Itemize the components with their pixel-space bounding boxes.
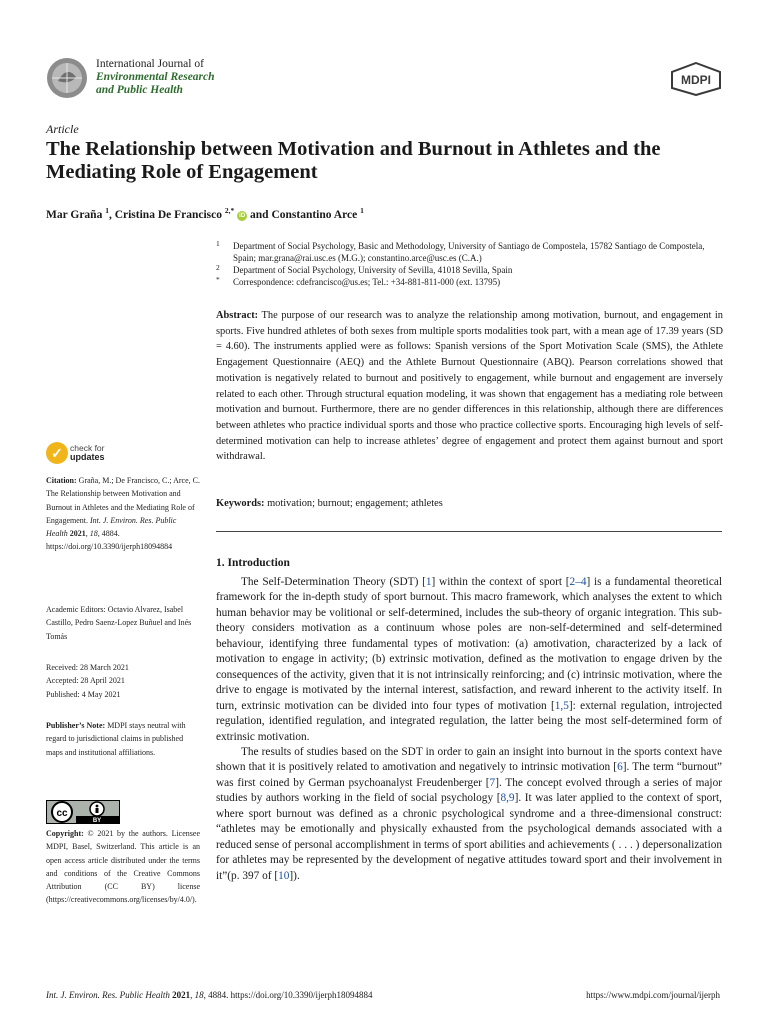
author-name[interactable]: Cristina De Francisco [114,208,223,221]
paragraph-text: ]. The term “burnout” was first coined by German psychoanalyst Freudenberger [ [216,761,722,789]
footer-year: 2021 [172,990,191,1000]
author-separator: , [108,208,115,221]
citation-doi[interactable]: , 4884. https://doi.org/10.3390/ijerph18094884 [46,529,173,552]
journal-name [96,58,215,97]
date-accepted: Accepted: 28 April 2021 [46,676,125,686]
publisher-note-label: Publisher’s Note: [46,721,106,730]
affiliation-text: Department of Social Psychology, Basic and Methodology, University of Santiago de Compostela, 15782 Santiago de Compostela, Spain; mar.grana@rai.usc.es (M.G.); constantino.arce@usc.es (C.A.) [233,241,705,263]
section-heading: 1. Introduction [216,557,290,569]
section-divider [216,531,722,532]
journal-name-line1: International Journal of [96,58,204,70]
journal-name-line2: Environmental Research [96,71,215,83]
paragraph-text: ] within the context of sport [ [431,576,570,588]
citation-link[interactable]: 10 [278,869,290,882]
author-affil-mark: 2,* [224,206,235,215]
citation-block: Citation: Graña, M.; De Francisco, C.; Arce, C. The Relationship between Motivation and Burnout in Athletes and the Mediating Role of Engagement. Int. J. Environ. Res. Public Health 2021, 18, 4884. https://doi.org/10.3390/ijerph18094884 [46,476,200,552]
publication-dates [46,661,200,701]
orcid-icon[interactable]: iD [239,212,246,219]
abstract-text: The purpose of our research was to analyze the relationship among motivation, burnout, and engagement in sports. Five hundred athletes of both sexes from multiple sports modalities took part, with a mean age of 17.39 years (SD = 4.60). The instruments applied were as follows: Spanish versions of the Sport Motivation Scale (SMS), the Athlete Engagement Questionnaire (AEQ) and the Athlete Burnout Questionnaire (ABQ). Pearson correlations showed that motivation is negatively related to burnout and positively to engagement, while burnout and engagement are inversely related to each other. Through structural equation modeling, it was shown that engagement has a mediating role between motivation and burnout. Furthermore, there are no gender differences in this relationship, although there are differences between athletes who practice individual sports and those who practice collective sports. Encouraging high levels of self-determined motivation can help to increase athletes’ degree of engagement and protect them against burnout and sport withdrawal. [216,310,723,463]
paragraph-text: ]. It was later applied to the context of sport, where sport burnout was defined as a chronic psychological syndrome and a three-dimensional construct: “athletes may be emotionally and physically exhausted from the psychological demands associated with a reduced sense of personal accomplishment in terms of sport abilities and achievements ( . . . ) depersonalization for athletes may be represented by the development of negative attitudes toward sport and their involvement in it”(p. 397 of [ [216,792,722,882]
author-separator: and [250,208,272,221]
paragraph [216,575,722,745]
svg-text:cc: cc [56,808,68,819]
abstract [216,308,723,465]
copyright-notice [46,827,200,907]
author-name[interactable]: Mar Graña [46,208,103,221]
mdpi-logo [670,62,722,96]
section-body [216,575,722,884]
affiliation-item [216,240,726,264]
check-for-updates-button[interactable] [70,444,105,462]
footer-journal-url[interactable]: https://www.mdpi.com/journal/ijerph [586,990,720,1000]
citation-link[interactable]: 1,5 [554,699,569,712]
author-name[interactable]: Constantino Arce [271,208,358,221]
affiliations [216,240,726,288]
paragraph-text: ]: external regulation, introjected regulation, identified regulation, and integrated regulation, the latter being the most self-determined form of extrinsic motivation. [216,699,722,743]
citation-journal: Int. J. Environ. Res. Public Health [46,515,177,539]
citation-label: Citation: [46,476,77,485]
paragraph-text: ] is a fundamental theoretical framework for the in-depth study of sport burnout. This macro framework, which analyses the extent to which human behavior may be volitional or self-determined, includes the sub-theory of organic integration. This sub-theory considers motivation as a continuum whose poles are non-self-determined and self-determined behaviour, identifying three fundamental types of motivation: (a) amotivation, characterized by a lack of motivation to engage in activity; (b) extrinsic motivation, defined as the motivation to engage driven by the consequences of the activity, given that it is not intrinsically reinforcing; and (c) intrinsic motivation, where the drive to engage is motivated by the internal interest, satisfaction, and reward inherent to the activity itself. In turn, extrinsic motivation can be divided into four types of motivation [ [216,576,722,712]
keywords [216,498,723,509]
paragraph-text: The results of studies based on the SDT in order to gain an insight into burnout in the sports context have shown that it is positively related to amotivation and negatively to intrinsic motivation [ [216,745,722,774]
footer-journal: Int. J. Environ. Res. Public Health [46,990,170,1000]
citation-link[interactable]: 6 [617,761,623,774]
check-for-updates-line2: updates [70,452,105,462]
publisher-note [46,719,200,759]
date-received: Received: 28 March 2021 [46,663,129,672]
paragraph-text: ]. The concept evolved through a series of major studies by authors working in the field of social psychology [ [216,776,722,805]
affiliation-text: Correspondence: cdefrancisco@us.es; Tel.: +34-881-811-000 (ext. 13795) [233,277,501,287]
article-type: Article [46,122,79,136]
footer-doi[interactable]: , 4884. https://doi.org/10.3390/ijerph18094884 [203,990,373,1000]
citation-text: Graña, M.; De Francisco, C.; Arce, C. The Relationship between Motivation and Burnout in Athletes and the Mediating Role of Engagement. [46,476,200,525]
journal-logo-icon [46,57,88,99]
citation-link[interactable]: 1 [425,576,432,588]
cc-by-text: BY [92,818,102,824]
publisher-note-text: MDPI stays neutral with regard to jurisdictional claims in published maps and institutional affiliations. [46,721,186,757]
academic-editors: Academic Editors: Octavio Alvarez, Isabel Castillo, Pedro Saenz-Lopez Buñuel and Inés Tomás [46,605,192,641]
affiliation-mark: 1 [216,239,220,248]
author-affil-mark: 1 [360,206,364,215]
affiliation-mark: * [216,275,220,284]
author-list [46,206,364,221]
abstract-label: Abstract: [216,310,259,321]
keywords-text: motivation; burnout; engagement; athletes [267,498,443,509]
check-for-updates-icon[interactable]: ✓ [46,442,68,464]
date-published: Published: 4 May 2021 [46,689,121,699]
check-for-updates-line1: check for [70,443,105,453]
footer-volume: 18 [194,990,204,1000]
paper-title: The Relationship between Motivation and Burnout in Athletes and the Mediating Role of Engagement [46,138,661,183]
paragraph [216,745,722,884]
copyright-label: Copyright: [46,829,84,838]
mdpi-logo-text: MDPI [681,73,711,87]
footer-citation: Int. J. Environ. Res. Public Health 2021, 18, 4884. https://doi.org/10.3390/ijerph18094884 [46,990,373,1000]
affiliation-item [216,276,726,288]
copyright-text: © 2021 by the authors. Licensee MDPI, Basel, Switzerland. This article is an open access article distributed under the terms and conditions of the Creative Commons Attribution (CC BY) license (https://creativecommons.org/licenses/by/4.0/). [46,829,201,905]
paragraph-text: The Self-Determination Theory (SDT) [ [241,576,426,588]
cc-by-license-icon[interactable] [46,800,120,824]
citation-link[interactable]: 8,9 [500,792,515,805]
affiliation-mark: 2 [216,263,220,272]
citation-volume: 18 [89,529,98,539]
keywords-label: Keywords: [216,498,265,509]
affiliation-item [216,264,726,276]
journal-name-line3: and Public Health [96,84,183,96]
citation-link[interactable]: 2–4 [569,576,587,588]
affiliation-text: Department of Social Psychology, University of Sevilla, 41018 Sevilla, Spain [233,265,513,275]
paragraph-text: ]). [289,869,300,882]
citation-link[interactable]: 7 [489,776,496,789]
citation-year: 2021 [69,529,86,539]
author-affil-mark: 1 [105,206,109,215]
